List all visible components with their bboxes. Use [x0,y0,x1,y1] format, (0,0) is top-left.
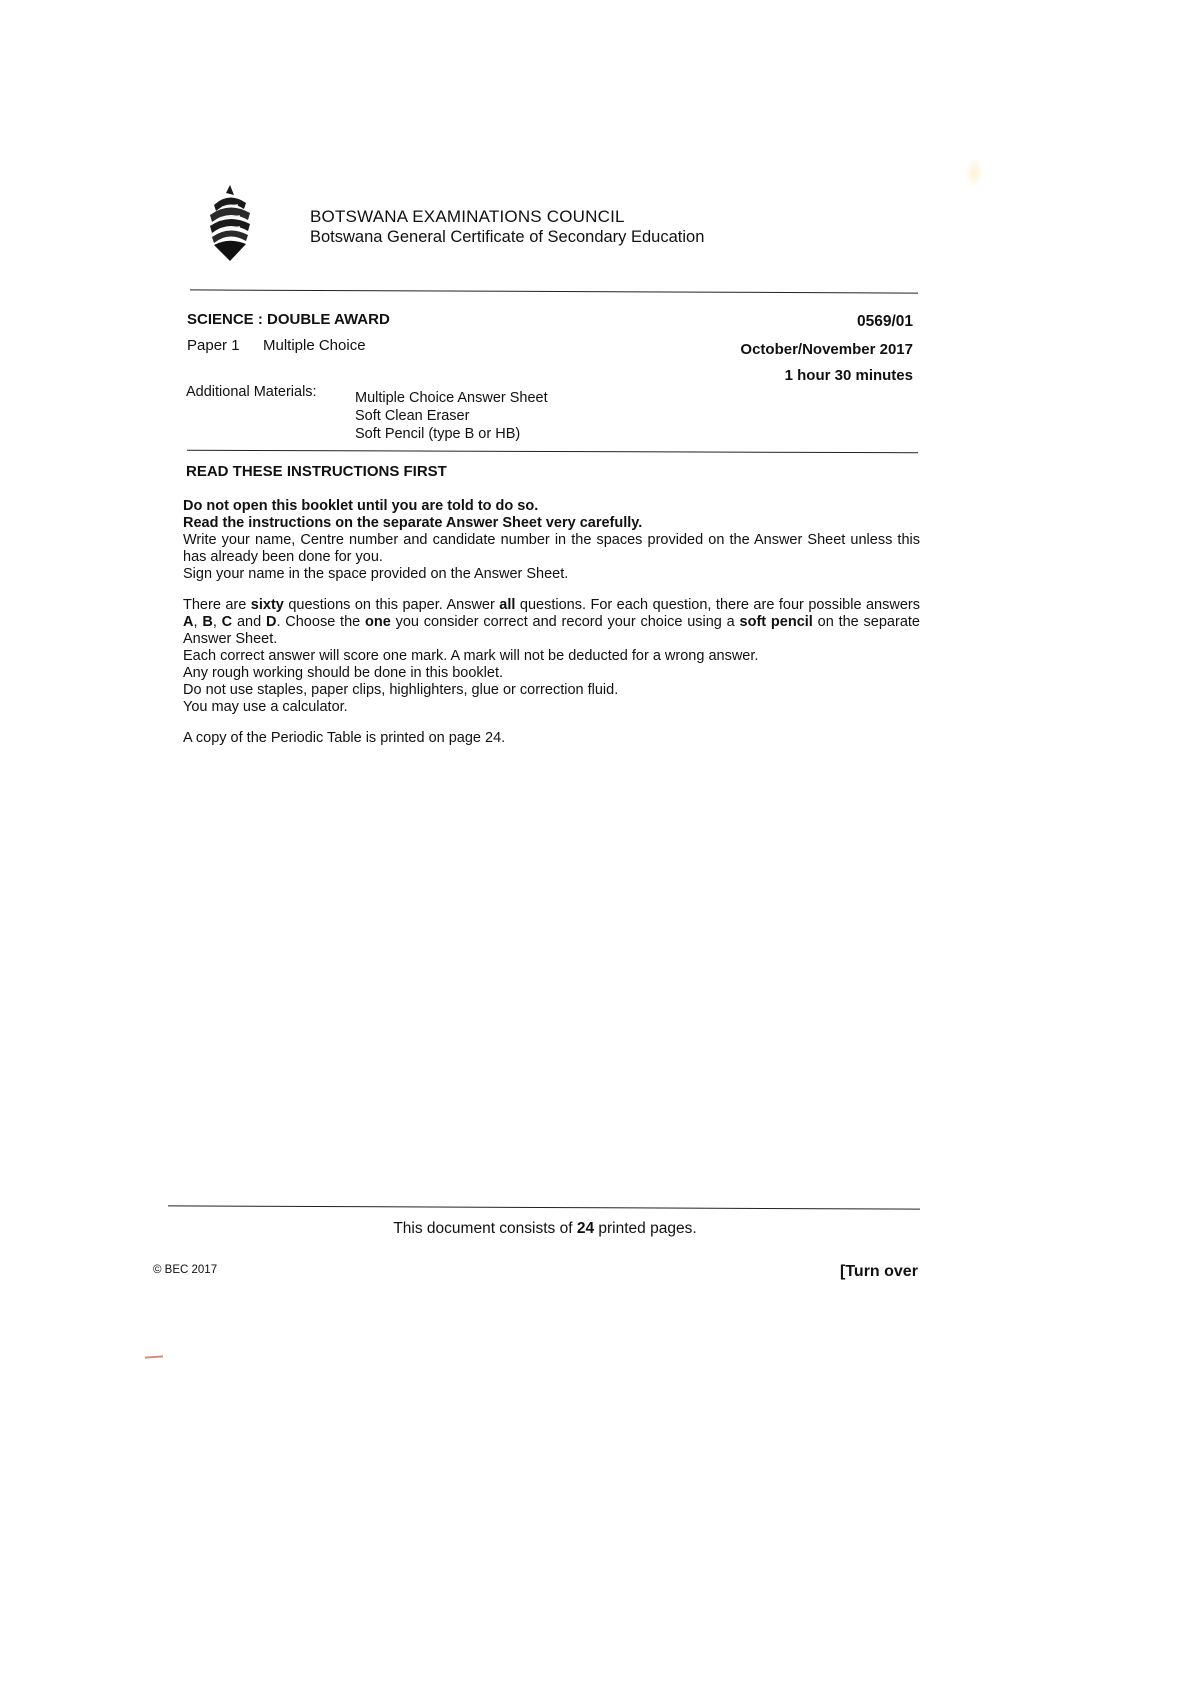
periodic-table-note: A copy of the Periodic Table is printed on page 24. [183,730,506,746]
instruction-line: Do not use staples, paper clips, highlighters, glue or correction fluid. [183,682,619,698]
header-divider [190,289,918,293]
materials-item: Soft Pencil (type B or HB) [355,426,521,442]
materials-item: Multiple Choice Answer Sheet [355,390,548,406]
bec-emblem-icon [200,183,258,263]
instruction-line: You may use a calculator. [183,699,348,715]
org-name: BOTSWANA EXAMINATIONS COUNCIL [310,207,625,226]
page-count-note: This document consists of 24 printed pages. [393,1220,697,1237]
materials-label: Additional Materials: [186,384,317,400]
instruction-line: Write your name, Centre number and candidate number in the spaces provided on the Answer Sheet unless this has already been done for you. [183,532,920,565]
paper-code: 0569/01 [856,313,913,330]
org-subtitle: Botswana General Certificate of Secondary Education [310,228,705,246]
instructions-body [183,498,920,747]
scan-speck [965,158,983,188]
instruction-line: Do not open this booklet until you are told to do so. [183,498,539,514]
instruction-line: Any rough working should be done in this booklet. [183,665,504,681]
instruction-line: Each correct answer will score one mark. A mark will not be deducted for a wrong answer. [183,648,759,664]
instruction-line: Read the instructions on the separate Answer Sheet very carefully. [183,515,643,531]
instructions-heading: READ THESE INSTRUCTIONS FIRST [186,463,447,480]
copyright-notice: © BEC 2017 [153,1264,218,1276]
turn-over-label: [Turn over [840,1263,918,1280]
subject-title: SCIENCE : DOUBLE AWARD [187,311,390,328]
materials-divider [187,450,918,454]
exam-duration: 1 hour 30 minutes [784,367,913,384]
materials-list [355,389,548,443]
materials-item: Soft Clean Eraser [355,408,470,424]
instruction-line: Sign your name in the space provided on the Answer Sheet. [183,566,569,582]
scan-mark [145,1355,163,1358]
paper-type: Multiple Choice [263,337,366,354]
footer-divider [168,1205,920,1209]
paper-number: Paper 1 [187,337,240,354]
exam-session: October/November 2017 [740,341,913,358]
instruction-paragraph: There are sixty questions on this paper. Answer all questions. For each question, there are four possible answers A, B, C and D. Choose the one you consider correct and record your choice using a soft pencil on the separate Answer Sheet. [183,597,920,647]
